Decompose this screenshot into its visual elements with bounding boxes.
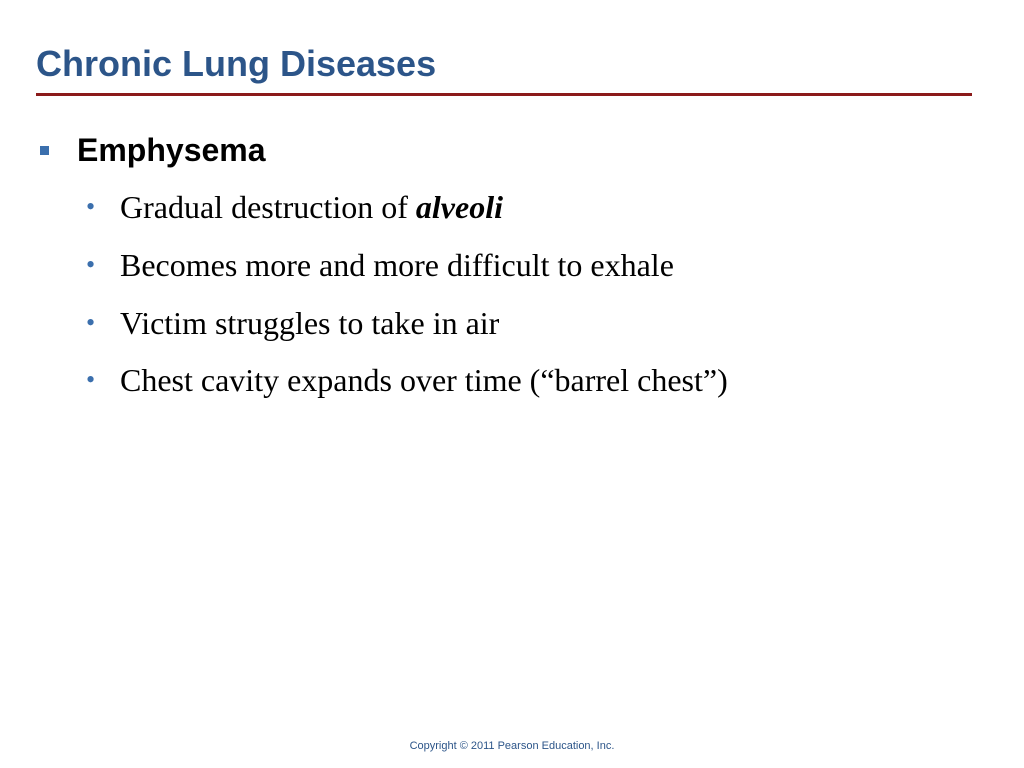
copyright-footer: Copyright © 2011 Pearson Education, Inc. (409, 740, 615, 752)
sub-bullet-text: Becomes more and more difficult to exhale (120, 246, 674, 283)
main-bullet-item (40, 128, 266, 172)
round-bullet-icon: • (86, 192, 96, 221)
sub-bullet-text: Victim struggles to take in air (120, 304, 500, 341)
sub-bullet-text: Chest cavity expands over time (“barrel chest”) (120, 361, 728, 398)
sub-bullet-item (86, 358, 728, 402)
sub-bullet-item (86, 243, 674, 287)
square-bullet-icon (40, 146, 49, 155)
round-bullet-icon: • (86, 250, 96, 279)
sub-bullet-item (86, 301, 499, 345)
slide-title: Chronic Lung Diseases (36, 43, 437, 84)
title-divider (36, 93, 972, 96)
emphasized-term: alveoli (415, 188, 503, 225)
round-bullet-icon: • (86, 365, 96, 394)
sub-bullet-text: Gradual destruction of alveoli (120, 188, 503, 225)
main-bullet-text: Emphysema (77, 131, 266, 168)
round-bullet-icon: • (86, 308, 96, 337)
sub-bullet-item (86, 185, 503, 229)
